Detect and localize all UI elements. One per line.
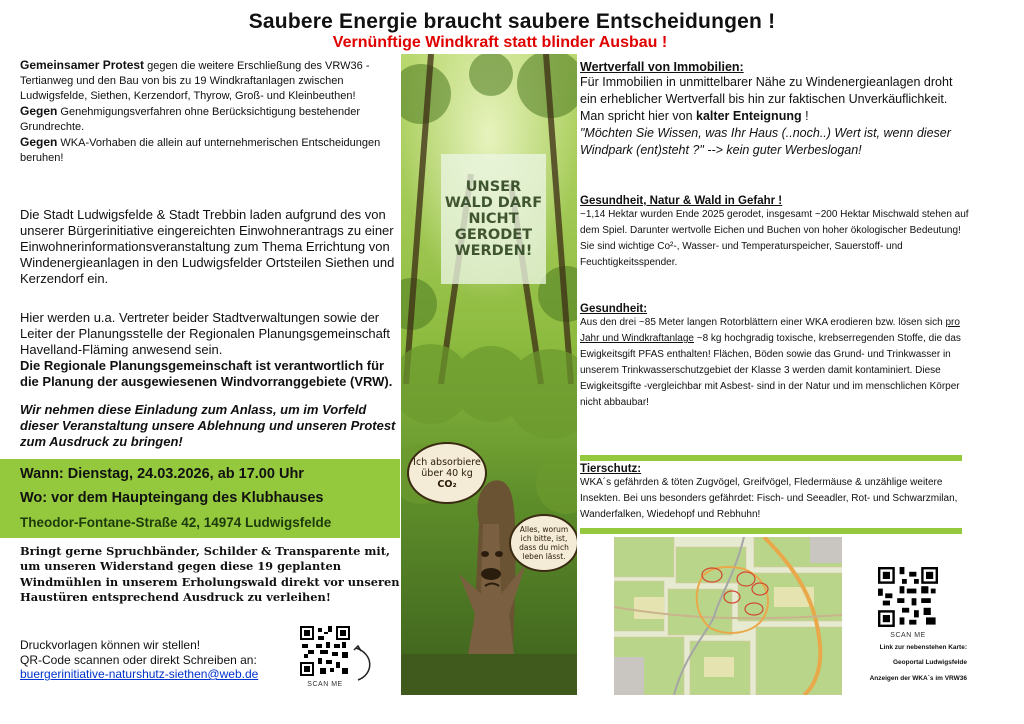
contact-email-link[interactable]: buergerinitiative-naturshutz-siethen@web.de (20, 667, 259, 681)
gegen-paragraph-2: Gegen WKA-Vorhaben die allein auf unternehmerischen Entscheidungen beruhen! (20, 135, 381, 164)
map-link-line-2: Geoportal Ludwigsfelde (892, 659, 967, 666)
vrw36-map (614, 537, 842, 695)
wertverfall-heading: Wertverfall von Immobilien: (580, 60, 744, 74)
vertreter-block (20, 310, 400, 390)
gesundheit-heading: Gesundheit: (580, 303, 648, 315)
wertverfall-text: Für Immobilien in unmittelbarer Nähe zu Windenergieanlagen droht ein erheblicher Wertverfall bis hin zur faktischen Unverkäuflichkeit. (580, 75, 953, 106)
tree-plea-speech-bubble: Alles, worum ich bitte, ist, dass du mich leben lässt. (509, 514, 577, 572)
map-link-line-1: Link zur nebenstehen Karte: (879, 644, 967, 651)
event-date: Wann: Dienstag, 24.03.2026, ab 17.00 Uhr (20, 466, 304, 482)
page-subtitle: Vernünftige Windkraft statt blinder Ausbau ! (332, 34, 668, 51)
natur-block (580, 195, 970, 271)
gesundheit-text: Aus den drei ~85 Meter langen Rotorblättern einer WKA erodieren bzw. lösen sich pro Jahr und Windkraftanlage ~8 kg hochgradig toxische, krebserregenden Stoffe, die das Ewigkeitsgift PFAS enthalten! Flächen, Böden sowie das Grund- und Trinkwasser in unserem Trinkwasserschutzgebiet der Klasse 3 werden damit kontaminiert. Diese Ewigkeitsgifte -vergleichbar mit Asbest- sind in der Natur und im menschlichen Körper nicht abbaubar! (580, 317, 961, 408)
wertverfall-block (580, 60, 970, 159)
anlass-block (20, 402, 400, 450)
divider-bottom (580, 528, 962, 534)
co2-speech-bubble: Ich absorbiere über 40 kg CO₂ (407, 442, 487, 504)
forest-protest-sign: UNSER WALD DARF NICHT GERODET WERDEN! (441, 154, 546, 284)
tierschutz-heading: Tierschutz: (580, 463, 642, 475)
scan-me-label-right: SCAN ME (890, 632, 926, 639)
qr-code-left-image (300, 626, 350, 676)
call-to-action: Bringt gerne Spruchbänder, Schilder & Transparente mit, um unseren Widerstand gegen diese 19 geplanten Windmühlen in unserem Erholungswald direkt vor unseren Haustüren entsprechend Ausdruck zu verleihen! (20, 544, 400, 605)
wertverfall-quote: "Möchten Sie Wissen, was Ihr Haus (..noch..) Wert ist, wenn dieser Windpark (ent)steht ?" --> kein guter Werbeslogan! (580, 126, 951, 157)
map-link-line-3: Anzeigen der WKA´s im VRW36 (869, 675, 967, 682)
divider-top (580, 455, 962, 461)
invite-paragraph: Die Stadt Ludwigsfelde & Stadt Trebbin laden aufgrund des von unserer Bürgerinitiative eingereichten Einwohnerantrags zu einer Einwohnerinformationsveranstaltung zum Thema Errichtung von Windenergieanlagen in den Ludwigsfelder Ortsteilen Siethen und Kerzendorf ein. (20, 207, 395, 286)
tierschutz-text: WKA´s gefährden & töten Zugvögel, Greifvögel, Fledermäuse & unzählige weitere Insekten. Bei uns besonders gefährdet: Fisch- und Seeadler, Rot- und Schwarzmilan, Wanderfalken, Wiedehopf und Rebhuhn! (580, 477, 958, 520)
gesundheit-block (580, 303, 970, 411)
scan-me-label-left: SCAN ME (307, 681, 343, 688)
contact-block (20, 638, 290, 682)
event-banner (0, 459, 400, 538)
forest-photo (401, 54, 577, 695)
kalte-enteignung-text: Man spricht hier von kalter Enteignung ! (580, 109, 809, 123)
gegen-paragraph-1: Gegen Genehmigungsverfahren ohne Berücksichtigung bestehender Grundrechte. (20, 104, 361, 133)
curved-arrow-icon (352, 644, 376, 684)
forest-illustration (401, 54, 577, 695)
qr-code-right[interactable] (878, 567, 938, 639)
qr-code-right-image (878, 567, 938, 627)
contact-line-1: Druckvorlagen können wir stellen! (20, 638, 201, 652)
invite-block (20, 207, 400, 287)
protest-block (20, 58, 400, 166)
natur-heading: Gesundheit, Natur & Wald in Gefahr ! (580, 195, 783, 207)
event-address: Theodor-Fontane-Straße 42, 14974 Ludwigsfelde (20, 515, 332, 530)
anlass-paragraph: Wir nehmen diese Einladung zum Anlass, um im Vorfeld dieser Veranstaltung unsere Ablehnung und unseren Protest zum Ausdruck zu bringen! (20, 402, 396, 449)
contact-line-2: QR-Code scannen oder direkt Schreiben an: (20, 652, 257, 667)
vertreter-bold-paragraph: Die Regionale Planungsgemeinschaft ist verantwortlich für die Planung der ausgewiesenen Windvorranggebiete (VRW). (20, 358, 393, 389)
protest-paragraph: Gemeinsamer Protest gegen die weitere Erschließung des VRW36 - Tertianweg und den Bau von bis zu 19 Windkraftanlagen zwischen Ludwigsfelde, Siethen, Kerzendorf, Thyrow, Groß- und Kleinbeuthen! (20, 58, 370, 102)
natur-text: ~1,14 Hektar wurden Ende 2025 gerodet, insgesamt ~200 Hektar Mischwald stehen auf dem Spiel. Darunter wertvolle Eichen und Buchen von hoher ökologischer Bedeutung! Sie sind wichtige Co²-, Wasser- und Temperaturspeicher, Sauerstoff- und Feuchtigkeitsspender. (580, 209, 969, 268)
qr-code-left[interactable] (300, 626, 350, 688)
event-location: Wo: vor dem Haupteingang des Klubhauses (20, 490, 324, 506)
page-title: Saubere Energie braucht saubere Entscheidungen ! (248, 10, 776, 33)
tierschutz-block (580, 463, 970, 523)
vertreter-paragraph: Hier werden u.a. Vertreter beider Stadtverwaltungen sowie der Leiter der Planungsstelle der Regionalen Planungsgemeinschaft Havelland-Fläming anwesend sein. (20, 310, 391, 357)
vrw36-map-image (614, 537, 842, 695)
